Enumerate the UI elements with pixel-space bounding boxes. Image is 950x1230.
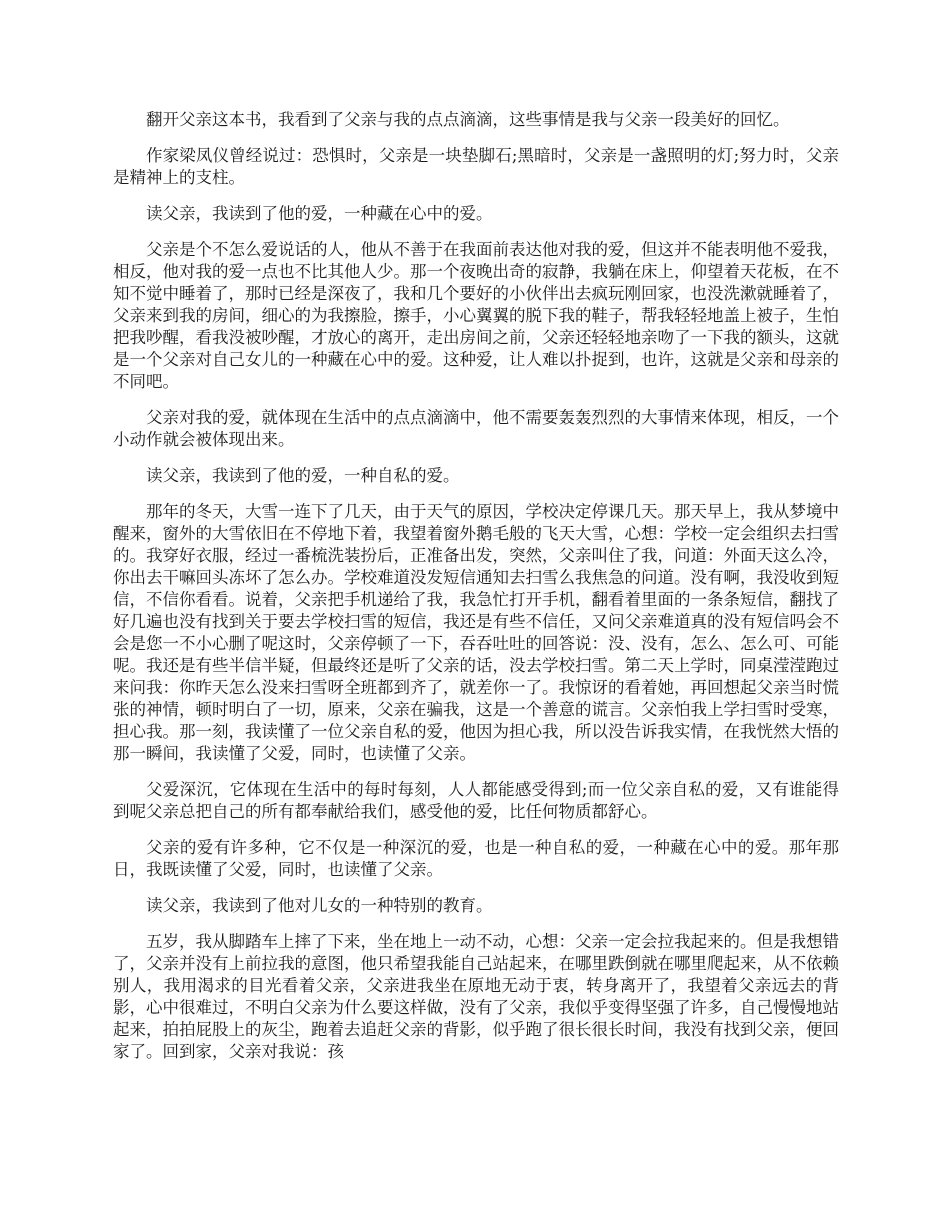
paragraph: 读父亲，我读到了他对儿女的一种特别的教育。 [146, 896, 493, 915]
document-page [113, 109, 839, 1077]
paragraph: 那年的冬天，大雪一连下了几天，由于天气的原因，学校决定停课几天。那天早上，我从梦境中醒来，窗外的大雪依旧在不停地下着，我望着窗外鹅毛般的飞天大雪，心想：学校一定会组织去扫雪的。我穿好衣服，经过一番梳洗装扮后，正准备出发，突然，父亲叫住了我，问道：外面天这么冷，你出去干嘛回头冻坏了怎么办。学校难道没发短信通知去扫雪么我焦急的问道。没有啊，我没收到短信，不信你看看。说着，父亲把手机递给了我，我急忙打开手机，翻看着里面的一条条短信，翻找了好几遍也没有找到关于要去学校扫雪的短信，我还是有些不信任，又问父亲难道真的没有短信吗会不会是您一不小心删了呢这时，父亲停顿了一下，吞吞吐吐的回答说：没、没有，怎么、怎么可、可能呢。我还是有些半信半疑，但最终还是听了父亲的话，没去学校扫雪。第二天上学时，同桌滢滢跑过来问我：你昨天怎么没来扫雪呀全班都到齐了，就差你一了。我惊讶的看着她，再回想起父亲当时慌张的神情，顿时明白了一切，原来，父亲在骗我，这是一个善意的谎言。父亲怕我上学扫雪时受寒，担心我。那一刻，我读懂了一位父亲自私的爱，他因为担心我，所以没告诉我实情，在我恍然大悟的那一瞬间，我读懂了父爱，同时，也读懂了父亲。 [113, 502, 839, 763]
paragraph: 读父亲，我读到了他的爱，一种自私的爱。 [146, 466, 460, 485]
paragraph: 作家梁凤仪曾经说过：恐惧时，父亲是一块垫脚石;黑暗时，父亲是一盏照明的灯;努力时，父亲是精神上的支柱。 [113, 146, 839, 187]
paragraph: 父亲对我的爱，就体现在生活中的点点滴滴中，他不需要轰轰烈烈的大事情来体现，相反，一个小动作就会被体现出来。 [113, 408, 839, 449]
paragraph: 读父亲，我读到了他的爱，一种藏在心中的爱。 [146, 204, 493, 223]
paragraph: 父亲的爱有许多种，它不仅是一种深沉的爱，也是一种自私的爱，一种藏在心中的爱。那年那日，我既读懂了父爱，同时，也读懂了父亲。 [113, 838, 839, 879]
paragraph: 五岁，我从脚踏车上摔了下来，坐在地上一动不动，心想：父亲一定会拉我起来的。但是我想错了，父亲并没有上前拉我的意图，他只希望我能自己站起来，在哪里跌倒就在哪里爬起来，从不依赖别人，我用渴求的目光看着父亲，父亲进我坐在原地无动于衷，转身离开了，我望着父亲远去的背影，心中很难过，不明白父亲为什么要这样做，没有了父亲，我似乎变得坚强了许多，自己慢慢地站起来，拍拍屁股上的灰尘，跑着去追赶父亲的背影，似乎跑了很长很长时间，我没有找到父亲，便回家了。回到家，父亲对我说：孩 [113, 932, 839, 1061]
paragraph: 父亲是个不怎么爱说话的人，他从不善于在我面前表达他对我的爱，但这并不能表明他不爱我，相反，他对我的爱一点也不比其他人少。那一个夜晚出奇的寂静，我躺在床上，仰望着天花板，在不知不觉中睡着了，那时已经是深夜了，我和几个要好的小伙伴出去疯玩刚回家，也没洗漱就睡着了，父亲来到我的房间，细心的为我擦脸，擦手，小心翼翼的脱下我的鞋子，帮我轻轻地盖上被子，生怕把我吵醒，看我没被吵醒，才放心的离开，走出房间之前，父亲还轻轻地亲吻了一下我的额头，这就是一个父亲对自己女儿的一种藏在心中的爱。这种爱，让人难以扑捉到，也许，这就是父亲和母亲的不同吧。 [113, 240, 839, 391]
paragraph: 翻开父亲这本书，我看到了父亲与我的点点滴滴，这些事情是我与父亲一段美好的回忆。 [146, 110, 790, 129]
paragraph: 父爱深沉，它体现在生活中的每时每刻，人人都能感受得到;而一位父亲自私的爱，又有谁能得到呢父亲总把自己的所有都奉献给我们，感受他的爱，比任何物质都舒心。 [113, 780, 839, 821]
